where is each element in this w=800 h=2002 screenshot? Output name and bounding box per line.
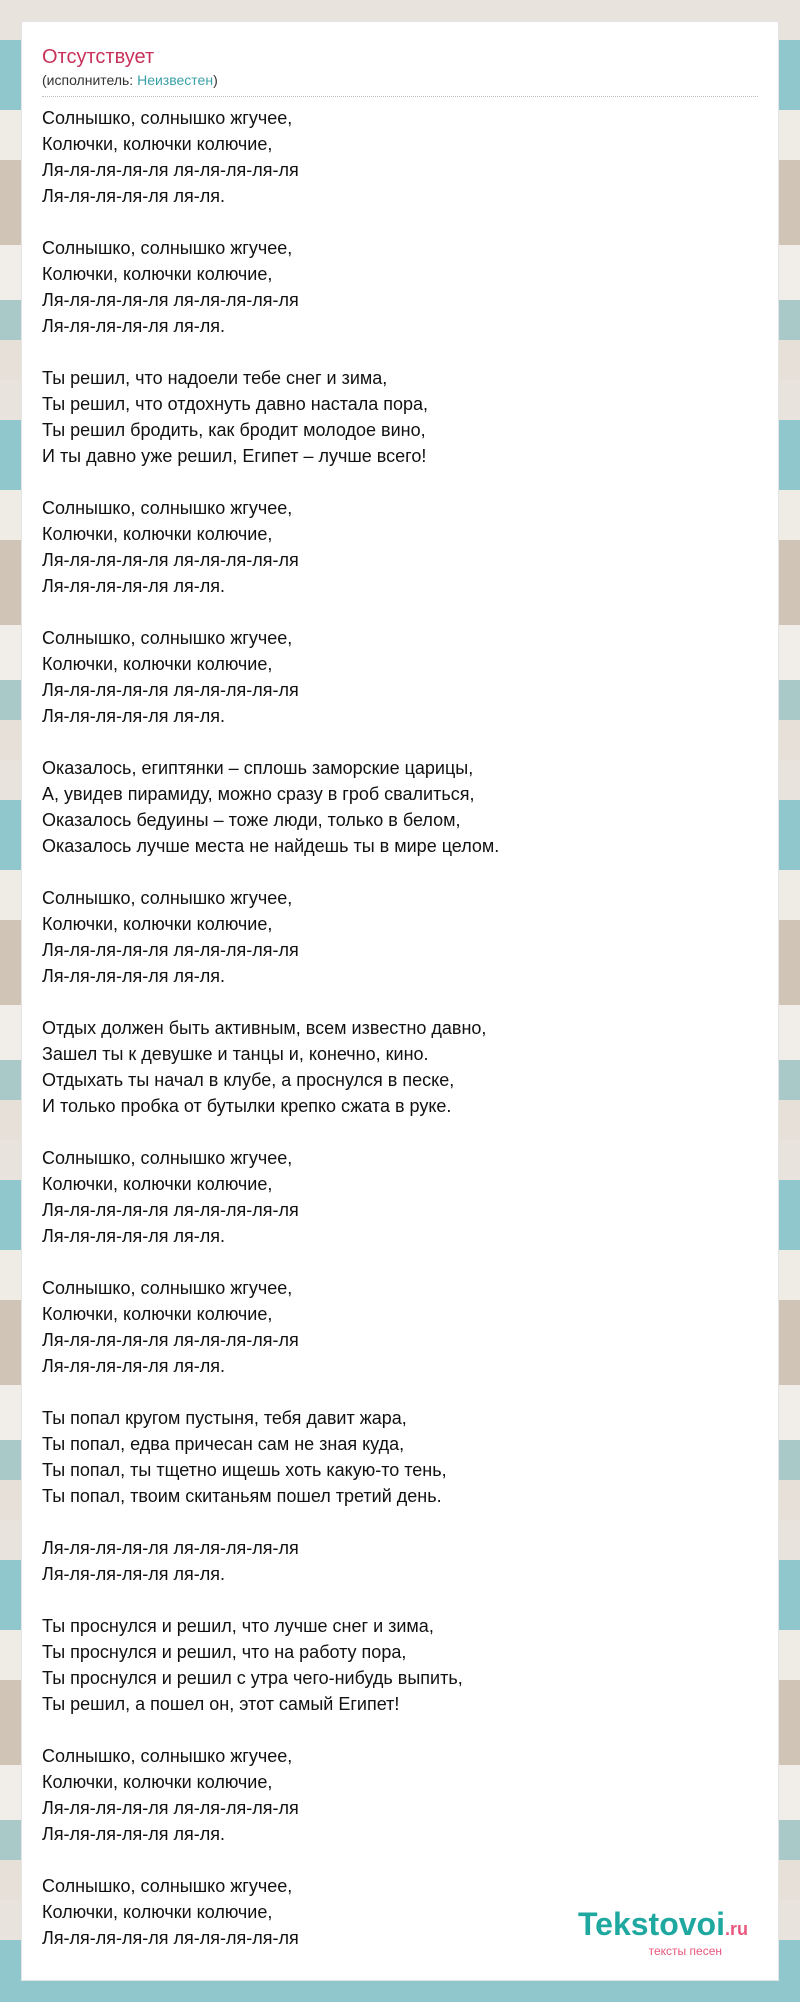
lyrics-stanza <box>42 495 758 599</box>
lyrics-line: Солнышко, солнышко жгучее, <box>42 498 293 518</box>
lyrics-stanza <box>42 1145 758 1249</box>
performer-prefix: (исполнитель: <box>42 72 138 88</box>
lyrics-line: Зашел ты к девушке и танцы и, конечно, кино. <box>42 1044 429 1064</box>
lyrics-line: Ля-ля-ля-ля-ля ля-ля. <box>42 706 226 726</box>
lyrics-line: Ты проснулся и решил, что на работу пора, <box>42 1642 407 1662</box>
lyrics-line: Отдыхать ты начал в клубе, а проснулся в песке, <box>42 1070 455 1090</box>
lyrics-line: Ля-ля-ля-ля-ля ля-ля-ля-ля-ля <box>42 940 299 960</box>
lyrics-line: Ля-ля-ля-ля-ля ля-ля-ля-ля-ля <box>42 1330 299 1350</box>
lyrics-line: Ты решил, а пошел он, этот самый Египет! <box>42 1694 400 1714</box>
lyrics-line: Ля-ля-ля-ля-ля ля-ля. <box>42 1356 226 1376</box>
lyrics-stanza <box>42 755 758 859</box>
lyrics-line: Солнышко, солнышко жгучее, <box>42 1148 293 1168</box>
lyrics-line: Колючки, колючки колючие, <box>42 134 273 154</box>
performer-link[interactable]: Неизвестен <box>137 72 214 88</box>
lyrics-line: Ля-ля-ля-ля-ля ля-ля. <box>42 576 226 596</box>
lyrics-stanza <box>42 885 758 989</box>
lyrics-stanza <box>42 1535 758 1587</box>
lyrics-card <box>22 22 778 1980</box>
lyrics-stanza <box>42 1613 758 1717</box>
song-header <box>42 44 758 97</box>
lyrics-line: И только пробка от бутылки крепко сжата в руке. <box>42 1096 452 1116</box>
lyrics-line: Ля-ля-ля-ля-ля ля-ля-ля-ля-ля <box>42 1200 299 1220</box>
lyrics-stanza <box>42 1743 758 1847</box>
lyrics-line: Солнышко, солнышко жгучее, <box>42 238 293 258</box>
logo-wordmark <box>578 1907 748 1946</box>
lyrics-line: Солнышко, солнышко жгучее, <box>42 888 293 908</box>
lyrics-line: Ты проснулся и решил с утра чего-нибудь выпить, <box>42 1668 463 1688</box>
logo-tagline: тексты песен <box>648 1944 722 1958</box>
logo-main-text: Tekstovoi <box>577 1906 725 1942</box>
lyrics-line: Солнышко, солнышко жгучее, <box>42 628 293 648</box>
lyrics-line: Колючки, колючки колючие, <box>42 914 273 934</box>
lyrics-stanza <box>42 235 758 339</box>
lyrics-stanza <box>42 365 758 469</box>
lyrics-line: Оказалось лучше места не найдешь ты в мире целом. <box>42 836 500 856</box>
lyrics-stanza <box>42 625 758 729</box>
lyrics-line: Ля-ля-ля-ля-ля ля-ля-ля-ля-ля <box>42 550 299 570</box>
lyrics-line: Ля-ля-ля-ля-ля ля-ля. <box>42 966 226 986</box>
lyrics-line: Колючки, колючки колючие, <box>42 654 273 674</box>
lyrics-line: Ля-ля-ля-ля-ля ля-ля. <box>42 1824 226 1844</box>
lyrics-line: Колючки, колючки колючие, <box>42 1174 273 1194</box>
lyrics-line: Колючки, колючки колючие, <box>42 1304 273 1324</box>
lyrics-line: Колючки, колючки колючие, <box>42 1902 273 1922</box>
lyrics-line: Отдых должен быть активным, всем известно давно, <box>42 1018 487 1038</box>
lyrics-line: Ля-ля-ля-ля-ля ля-ля-ля-ля-ля <box>42 1798 299 1818</box>
lyrics-line: Ля-ля-ля-ля-ля ля-ля-ля-ля-ля <box>42 1538 299 1558</box>
lyrics-line: Ля-ля-ля-ля-ля ля-ля-ля-ля-ля <box>42 680 299 700</box>
lyrics-stanza <box>42 105 758 209</box>
performer-suffix: ) <box>213 72 218 88</box>
lyrics-line: Солнышко, солнышко жгучее, <box>42 1876 293 1896</box>
lyrics-stanza <box>42 1015 758 1119</box>
logo-tld: .ru <box>724 1919 748 1939</box>
lyrics-line: Ля-ля-ля-ля-ля ля-ля-ля-ля-ля <box>42 1928 299 1948</box>
lyrics-line: Ля-ля-ля-ля-ля ля-ля. <box>42 186 226 206</box>
lyrics-line: Ты попал, ты тщетно ищешь хоть какую-то тень, <box>42 1460 447 1480</box>
lyrics-line: Ля-ля-ля-ля-ля ля-ля. <box>42 1564 226 1584</box>
song-title: Отсутствует <box>42 46 155 68</box>
lyrics-line: Колючки, колючки колючие, <box>42 1772 273 1792</box>
lyrics-body <box>42 105 758 1951</box>
lyrics-stanza <box>42 1405 758 1509</box>
lyrics-line: Ля-ля-ля-ля-ля ля-ля-ля-ля-ля <box>42 160 299 180</box>
lyrics-line: Колючки, колючки колючие, <box>42 264 273 284</box>
lyrics-line: Оказалось бедуины – тоже люди, только в белом, <box>42 810 461 830</box>
lyrics-line: Солнышко, солнышко жгучее, <box>42 1278 293 1298</box>
lyrics-line: Ты решил, что отдохнуть давно настала пора, <box>42 394 429 414</box>
lyrics-line: Ля-ля-ля-ля-ля ля-ля. <box>42 316 226 336</box>
lyrics-line: Солнышко, солнышко жгучее, <box>42 1746 293 1766</box>
lyrics-line: Ты решил бродить, как бродит молодое вино, <box>42 420 426 440</box>
lyrics-line: Ты попал, твоим скитаньям пошел третий день. <box>42 1486 442 1506</box>
lyrics-line: Ты попал кругом пустыня, тебя давит жара, <box>42 1408 407 1428</box>
lyrics-line: Колючки, колючки колючие, <box>42 524 273 544</box>
lyrics-stanza <box>42 1275 758 1379</box>
lyrics-line: Оказалось, египтянки – сплошь заморские царицы, <box>42 758 474 778</box>
site-logo[interactable] <box>578 1907 748 1958</box>
lyrics-line: А, увидев пирамиду, можно сразу в гроб свалиться, <box>42 784 475 804</box>
lyrics-line: И ты давно уже решил, Египет – лучше всего! <box>42 446 427 466</box>
lyrics-line: Ля-ля-ля-ля-ля ля-ля. <box>42 1226 226 1246</box>
lyrics-line: Ля-ля-ля-ля-ля ля-ля-ля-ля-ля <box>42 290 299 310</box>
lyrics-line: Ты попал, едва причесан сам не зная куда, <box>42 1434 405 1454</box>
lyrics-line: Солнышко, солнышко жгучее, <box>42 108 293 128</box>
lyrics-line: Ты проснулся и решил, что лучше снег и зима, <box>42 1616 434 1636</box>
performer-line <box>42 70 758 90</box>
lyrics-line: Ты решил, что надоели тебе снег и зима, <box>42 368 388 388</box>
